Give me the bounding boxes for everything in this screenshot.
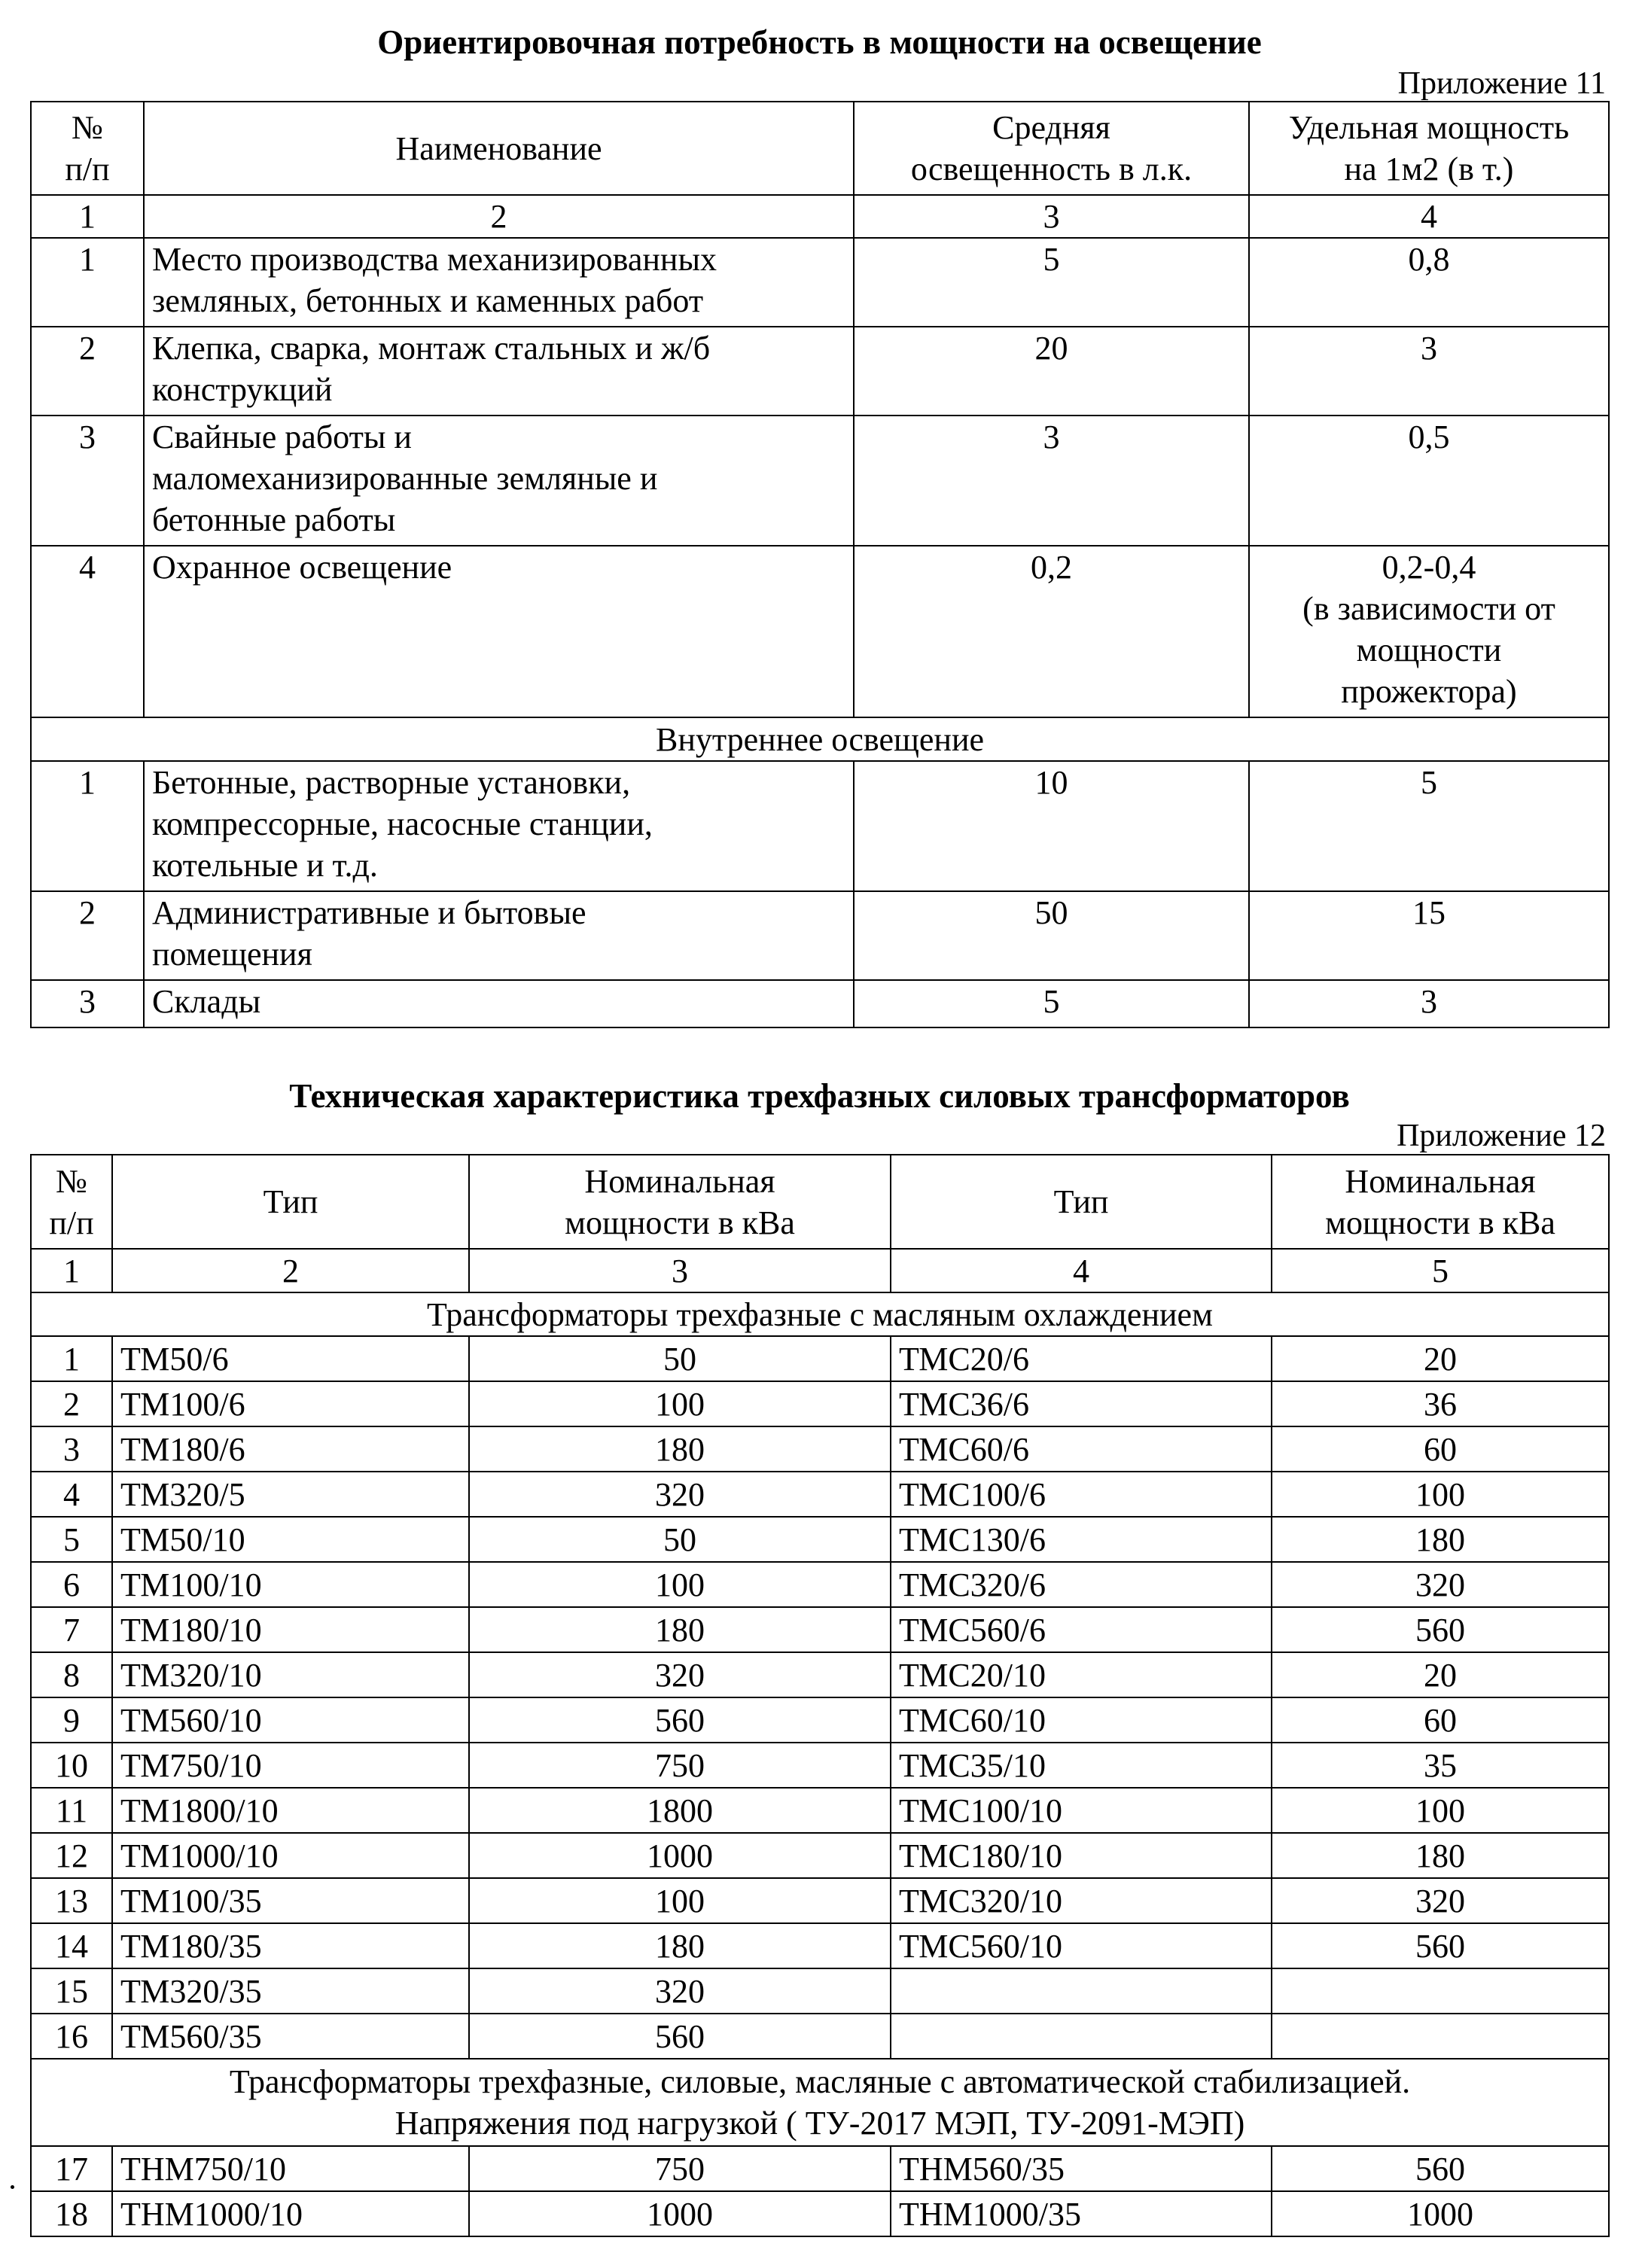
row-type-1: ТНМ1000/10 [112, 2191, 469, 2236]
row-type-1: ТМ180/6 [112, 1426, 469, 1472]
col-number: 1 [31, 195, 144, 238]
row-num: 2 [31, 327, 144, 416]
row-num: 6 [31, 1562, 112, 1607]
row-lux: 5 [854, 238, 1249, 327]
table-row [31, 1336, 1609, 1381]
row-num: 17 [31, 2146, 112, 2191]
row-num: 4 [31, 1472, 112, 1517]
table-row [31, 2191, 1609, 2236]
table-row [31, 238, 1609, 327]
stray-mark [11, 2185, 14, 2189]
table2-section-row [31, 2059, 1609, 2146]
row-type-1: ТМ100/6 [112, 1381, 469, 1426]
row-type-1: ТМ320/10 [112, 1652, 469, 1697]
row-power-1: 750 [469, 2146, 891, 2191]
table-row [31, 546, 1609, 717]
table-row [31, 1697, 1609, 1743]
table-row [31, 1517, 1609, 1562]
row-type-1: ТМ180/10 [112, 1607, 469, 1652]
col-number: 3 [854, 195, 1249, 238]
row-power-1: 180 [469, 1923, 891, 1968]
row-power-1: 750 [469, 1743, 891, 1788]
row-num: 7 [31, 1607, 112, 1652]
row-type-1: ТМ320/35 [112, 1968, 469, 2014]
row-num: 15 [31, 1968, 112, 2014]
row-power-2: 100 [1272, 1472, 1609, 1517]
table-row [31, 1652, 1609, 1697]
row-num: 10 [31, 1743, 112, 1788]
section-internal-lighting: Внутреннее освещение [31, 717, 1609, 761]
row-type-1: ТМ560/10 [112, 1697, 469, 1743]
table-row [31, 1878, 1609, 1923]
row-type-1: ТМ320/5 [112, 1472, 469, 1517]
header-type-1: Тип [112, 1155, 469, 1249]
row-power-2: 60 [1272, 1697, 1609, 1743]
row-name: Охранное освещение [144, 546, 854, 717]
row-power-2: 1000 [1272, 2191, 1609, 2236]
table-row [31, 2014, 1609, 2059]
col-number: 2 [112, 1249, 469, 1292]
header-lux: Средняя освещенность в л.к. [854, 102, 1249, 195]
row-name: Свайные работы и маломеханизированные земляные и бетонные работы [144, 416, 854, 546]
col-number: 4 [891, 1249, 1272, 1292]
row-num: 5 [31, 1517, 112, 1562]
row-power-2: 180 [1272, 1517, 1609, 1562]
row-type-2: ТМС180/10 [891, 1833, 1272, 1878]
row-type-2: ТМС320/6 [891, 1562, 1272, 1607]
table-row [31, 416, 1609, 546]
row-num: 8 [31, 1652, 112, 1697]
row-num: 2 [31, 891, 144, 980]
row-type-2: ТМС100/6 [891, 1472, 1272, 1517]
row-type-2 [891, 2014, 1272, 2059]
row-type-1: ТНМ750/10 [112, 2146, 469, 2191]
row-lux: 20 [854, 327, 1249, 416]
row-power-1: 100 [469, 1562, 891, 1607]
row-power: 0,5 [1249, 416, 1609, 546]
row-type-2: ТМС60/10 [891, 1697, 1272, 1743]
header-power: Удельная мощность на 1м2 (в т.) [1249, 102, 1609, 195]
row-power-2: 320 [1272, 1562, 1609, 1607]
row-type-2: ТМС560/6 [891, 1607, 1272, 1652]
row-power-1: 1800 [469, 1788, 891, 1833]
table-row [31, 1426, 1609, 1472]
section-oil-cooled: Трансформаторы трехфазные с масляным охлаждением [31, 1292, 1609, 1336]
row-lux: 5 [854, 980, 1249, 1027]
row-power-1: 50 [469, 1517, 891, 1562]
row-lux: 3 [854, 416, 1249, 546]
row-num: 13 [31, 1878, 112, 1923]
row-type-2: ТМС20/10 [891, 1652, 1272, 1697]
row-num: 3 [31, 980, 144, 1027]
table1-section-row [31, 717, 1609, 761]
table2-appendix-label: Приложение 12 [1397, 1119, 1606, 1153]
row-name: Административные и бытовые помещения [144, 891, 854, 980]
row-type-2: ТМС36/6 [891, 1381, 1272, 1426]
row-type-1: ТМ1000/10 [112, 1833, 469, 1878]
row-power-2: 100 [1272, 1788, 1609, 1833]
row-type-2: ТМС60/6 [891, 1426, 1272, 1472]
table-row [31, 1562, 1609, 1607]
row-type-1: ТМ100/35 [112, 1878, 469, 1923]
header-power-2: Номинальная мощности в кВа [1272, 1155, 1609, 1249]
row-power-1: 180 [469, 1607, 891, 1652]
row-power-1: 320 [469, 1472, 891, 1517]
row-power-1: 560 [469, 2014, 891, 2059]
table-row [31, 1923, 1609, 1968]
row-power-2 [1272, 2014, 1609, 2059]
table-row [31, 1381, 1609, 1426]
row-power-2 [1272, 1968, 1609, 2014]
header-num: № п/п [31, 1155, 112, 1249]
header-power-1: Номинальная мощности в кВа [469, 1155, 891, 1249]
row-lux: 50 [854, 891, 1249, 980]
row-power-2: 20 [1272, 1652, 1609, 1697]
row-power-1: 1000 [469, 2191, 891, 2236]
table1-column-numbers-row [31, 195, 1609, 238]
table-row [31, 1968, 1609, 2014]
row-num: 16 [31, 2014, 112, 2059]
row-type-2: ТНМ1000/35 [891, 2191, 1272, 2236]
table-row [31, 327, 1609, 416]
table2-header-row [31, 1155, 1609, 1249]
table-row [31, 1743, 1609, 1788]
table1-appendix-label: Приложение 11 [1397, 66, 1606, 101]
row-power: 0,2-0,4 (в зависимости от мощности прожектора) [1249, 546, 1609, 717]
row-num: 1 [31, 761, 144, 891]
col-number: 1 [31, 1249, 112, 1292]
row-power: 3 [1249, 327, 1609, 416]
col-number: 4 [1249, 195, 1609, 238]
row-name: Место производства механизированных земляных, бетонных и каменных работ [144, 238, 854, 327]
row-num: 14 [31, 1923, 112, 1968]
row-type-2: ТМС20/6 [891, 1336, 1272, 1381]
row-type-1: ТМ750/10 [112, 1743, 469, 1788]
row-power-1: 320 [469, 1652, 891, 1697]
row-power-1: 50 [469, 1336, 891, 1381]
row-power-2: 560 [1272, 1923, 1609, 1968]
row-power-2: 560 [1272, 1607, 1609, 1652]
row-type-1: ТМ100/10 [112, 1562, 469, 1607]
row-lux: 10 [854, 761, 1249, 891]
row-power: 5 [1249, 761, 1609, 891]
table-row [31, 1788, 1609, 1833]
row-lux: 0,2 [854, 546, 1249, 717]
row-type-1: ТМ560/35 [112, 2014, 469, 2059]
row-power-2: 320 [1272, 1878, 1609, 1923]
row-type-2 [891, 1968, 1272, 2014]
row-power-2: 20 [1272, 1336, 1609, 1381]
row-power-1: 180 [469, 1426, 891, 1472]
col-number: 5 [1272, 1249, 1609, 1292]
row-power-2: 60 [1272, 1426, 1609, 1472]
row-type-2: ТМС35/10 [891, 1743, 1272, 1788]
row-type-1: ТМ50/10 [112, 1517, 469, 1562]
table-row [31, 2146, 1609, 2191]
row-power-2: 36 [1272, 1381, 1609, 1426]
row-power: 3 [1249, 980, 1609, 1027]
table1-title: Ориентировочная потребность в мощности на освещение [377, 23, 1262, 61]
table2-title: Техническая характеристика трехфазных силовых трансформаторов [289, 1077, 1350, 1115]
row-name: Склады [144, 980, 854, 1027]
table-row [31, 1607, 1609, 1652]
row-type-2: ТМС560/10 [891, 1923, 1272, 1968]
row-name: Бетонные, растворные установки, компрессорные, насосные станции, котельные и т.д. [144, 761, 854, 891]
table-row [31, 1472, 1609, 1517]
row-type-1: ТМ1800/10 [112, 1788, 469, 1833]
transformers-table [30, 1154, 1610, 2237]
row-num: 11 [31, 1788, 112, 1833]
row-type-2: ТМС320/10 [891, 1878, 1272, 1923]
row-power: 15 [1249, 891, 1609, 980]
table-row [31, 980, 1609, 1027]
row-power-1: 320 [469, 1968, 891, 2014]
table2-column-numbers-row [31, 1249, 1609, 1292]
row-type-1: ТМ180/35 [112, 1923, 469, 1968]
table2-section-row [31, 1292, 1609, 1336]
row-num: 2 [31, 1381, 112, 1426]
row-num: 12 [31, 1833, 112, 1878]
table-row [31, 1833, 1609, 1878]
table1-header-row [31, 102, 1609, 195]
row-type-2: ТМС130/6 [891, 1517, 1272, 1562]
col-number: 2 [144, 195, 854, 238]
row-type-2: ТМС100/10 [891, 1788, 1272, 1833]
row-type-1: ТМ50/6 [112, 1336, 469, 1381]
header-name: Наименование [144, 102, 854, 195]
row-power-1: 1000 [469, 1833, 891, 1878]
row-power-2: 560 [1272, 2146, 1609, 2191]
row-num: 1 [31, 1336, 112, 1381]
header-num: № п/п [31, 102, 144, 195]
row-num: 9 [31, 1697, 112, 1743]
row-num: 4 [31, 546, 144, 717]
lighting-power-table [30, 101, 1610, 1028]
row-power: 0,8 [1249, 238, 1609, 327]
col-number: 3 [469, 1249, 891, 1292]
row-power-1: 560 [469, 1697, 891, 1743]
row-type-2: ТНМ560/35 [891, 2146, 1272, 2191]
row-power-2: 35 [1272, 1743, 1609, 1788]
row-power-2: 180 [1272, 1833, 1609, 1878]
row-num: 1 [31, 238, 144, 327]
row-num: 3 [31, 1426, 112, 1472]
table-row [31, 761, 1609, 891]
row-num: 3 [31, 416, 144, 546]
table-row [31, 891, 1609, 980]
row-name: Клепка, сварка, монтаж стальных и ж/б конструкций [144, 327, 854, 416]
row-power-1: 100 [469, 1381, 891, 1426]
row-power-1: 100 [469, 1878, 891, 1923]
section-auto-stabilized: Трансформаторы трехфазные, силовые, масляные с автоматической стабилизацией. Напряжения под нагрузкой ( ТУ-2017 МЭП, ТУ-2091-МЭП) [31, 2059, 1609, 2146]
row-num: 18 [31, 2191, 112, 2236]
header-type-2: Тип [891, 1155, 1272, 1249]
